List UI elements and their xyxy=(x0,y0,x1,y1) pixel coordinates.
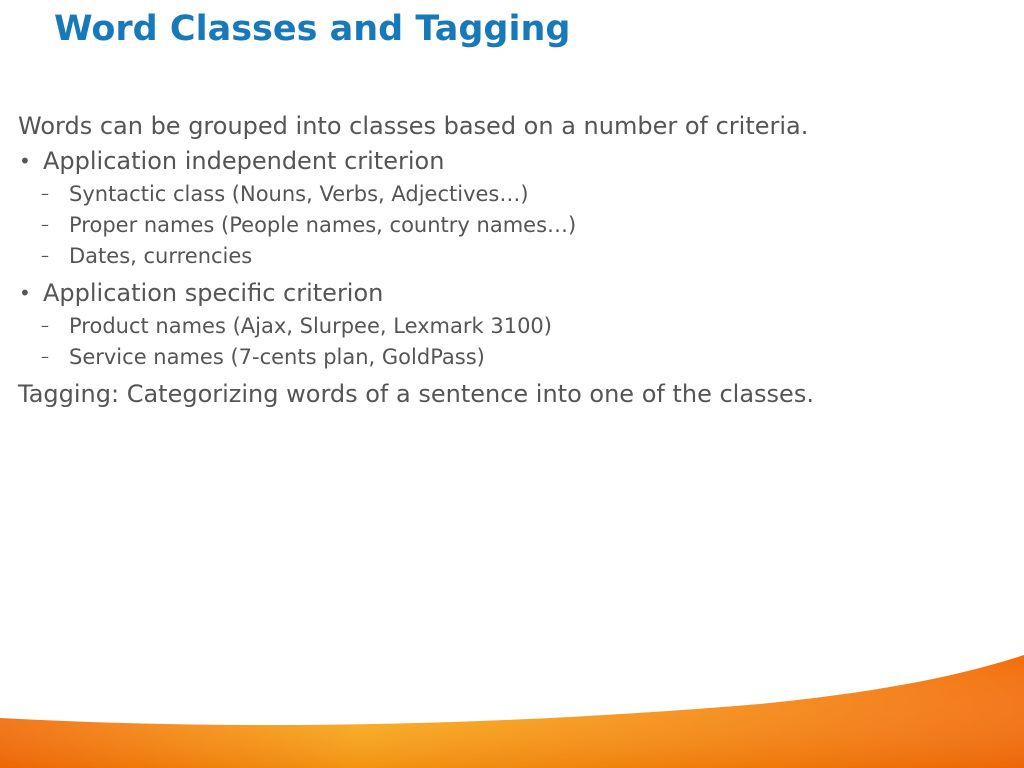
sub-bullet-label: Proper names (People names, country names…) xyxy=(69,213,577,237)
intro-text: Words can be grouped into classes based on a number of criteria. xyxy=(18,112,809,140)
dash-icon: – xyxy=(41,246,49,265)
bullet-label: Application independent criterion xyxy=(43,147,445,175)
bullet-label: Application specific criterion xyxy=(43,279,384,307)
sub-bullet-syntactic-class xyxy=(18,180,1008,208)
sub-bullet-product-names xyxy=(18,312,1008,340)
sub-bullet-label: Service names (7-cents plan, GoldPass) xyxy=(69,345,485,369)
sub-bullet-label: Syntactic class (Nouns, Verbs, Adjectives…) xyxy=(69,182,529,206)
sub-bullet-service-names xyxy=(18,343,1008,371)
orange-swoosh-decoration xyxy=(0,640,1024,768)
bullet-dot-icon: • xyxy=(19,281,31,305)
sub-bullet-dates-currencies xyxy=(18,242,1008,270)
slide-body xyxy=(18,110,1008,410)
sub-bullet-label: Product names (Ajax, Slurpee, Lexmark 3100) xyxy=(69,314,552,338)
sub-bullet-proper-names xyxy=(18,211,1008,239)
conclusion-text: Tagging: Categorizing words of a sentence into one of the classes. xyxy=(18,380,814,408)
dash-icon: – xyxy=(41,215,49,234)
dash-icon: – xyxy=(41,316,49,335)
bullet-application-independent xyxy=(18,145,1008,177)
sub-bullet-label: Dates, currencies xyxy=(69,244,253,268)
bullet-dot-icon: • xyxy=(19,149,31,173)
dash-icon: – xyxy=(41,184,49,203)
dash-icon: – xyxy=(41,347,49,366)
bullet-application-specific xyxy=(18,277,1008,309)
slide-title: Word Classes and Tagging xyxy=(54,9,571,49)
